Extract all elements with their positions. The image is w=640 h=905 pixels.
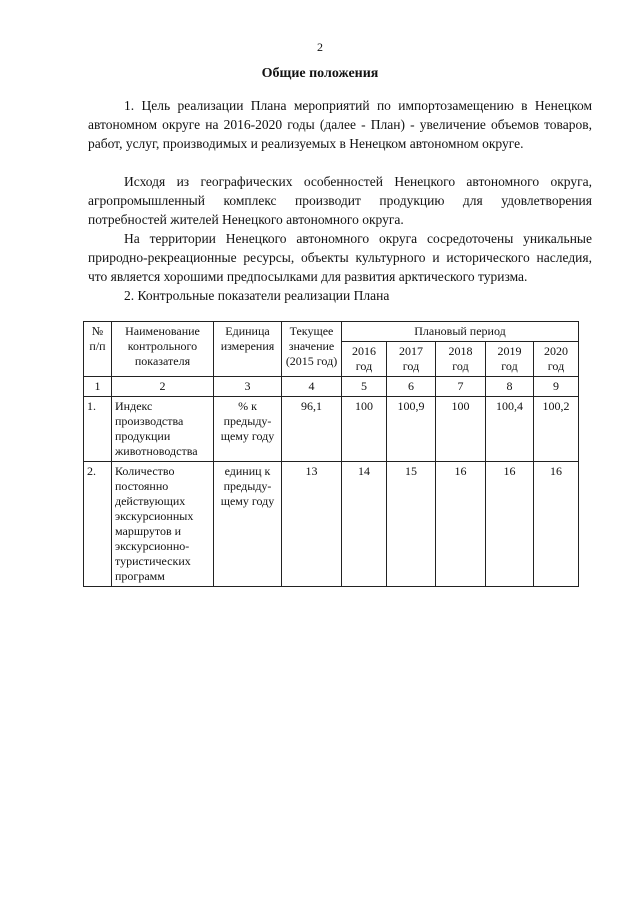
section-heading: Общие положения bbox=[261, 66, 379, 81]
row-value-2020: 100,2 bbox=[534, 397, 579, 462]
row-value-2016: 100 bbox=[342, 397, 387, 462]
column-number-row bbox=[84, 377, 579, 397]
paragraph-agro: Исходя из географических особенностей Ненецкого автономного округа, агропромышленный комплекс производит продукцию для удовлетворения потребностей жителей Ненецкого автономного округа. bbox=[88, 174, 592, 227]
row-value-2019: 16 bbox=[486, 462, 534, 587]
row-num: 1. bbox=[84, 397, 112, 462]
row-unit: % к предыду-щему году bbox=[214, 397, 282, 462]
header-name: Наименование контрольного показателя bbox=[112, 322, 214, 377]
table-header-row bbox=[84, 322, 579, 342]
row-current: 13 bbox=[282, 462, 342, 587]
column-number: 2 bbox=[112, 377, 214, 397]
header-unit: Единица измерения bbox=[214, 322, 282, 377]
column-number: 6 bbox=[387, 377, 436, 397]
header-year: 2016 год bbox=[342, 342, 387, 377]
row-value-2020: 16 bbox=[534, 462, 579, 587]
column-number: 7 bbox=[436, 377, 486, 397]
row-value-2018: 16 bbox=[436, 462, 486, 587]
indicators-table bbox=[83, 321, 579, 587]
header-period: Плановый период bbox=[342, 322, 579, 342]
table-row bbox=[84, 397, 579, 462]
row-name: Индекс производства продукции животноводства bbox=[112, 397, 214, 462]
header-year: 2018 год bbox=[436, 342, 486, 377]
column-number: 4 bbox=[282, 377, 342, 397]
row-value-2019: 100,4 bbox=[486, 397, 534, 462]
header-year: 2019 год bbox=[486, 342, 534, 377]
row-value-2016: 14 bbox=[342, 462, 387, 587]
column-number: 9 bbox=[534, 377, 579, 397]
header-year: 2017 год bbox=[387, 342, 436, 377]
row-value-2018: 100 bbox=[436, 397, 486, 462]
column-number: 3 bbox=[214, 377, 282, 397]
column-number: 8 bbox=[486, 377, 534, 397]
paragraph-tourism: На территории Ненецкого автономного округа сосредоточены уникальные природно-рекреационные ресурсы, объекты культурного и исторического наследия, что является хорошими предпосылками для развития арктического туризма. bbox=[88, 231, 592, 284]
paragraph-indicators-title: 2. Контрольные показатели реализации Плана bbox=[124, 288, 390, 303]
header-num: № п/п bbox=[84, 322, 112, 377]
row-value-2017: 15 bbox=[387, 462, 436, 587]
header-year: 2020 год bbox=[534, 342, 579, 377]
header-current: Текущее значение (2015 год) bbox=[282, 322, 342, 377]
row-current: 96,1 bbox=[282, 397, 342, 462]
row-num: 2. bbox=[84, 462, 112, 587]
column-number: 5 bbox=[342, 377, 387, 397]
row-value-2017: 100,9 bbox=[387, 397, 436, 462]
row-name: Количество постоянно действующих экскурсионных маршрутов и экскурсионно-туристических программ bbox=[112, 462, 214, 587]
table-row bbox=[84, 462, 579, 587]
paragraph-goal: 1. Цель реализации Плана мероприятий по импортозамещению в Ненецком автономном округе на 2016-2020 годы (далее - План) - увеличение объемов товаров, работ, услуг, производимых и реализуемых в Ненецком автономном округе. bbox=[88, 98, 592, 151]
page-number: 2 bbox=[317, 40, 323, 54]
column-number: 1 bbox=[84, 377, 112, 397]
row-unit: единиц к предыду-щему году bbox=[214, 462, 282, 587]
